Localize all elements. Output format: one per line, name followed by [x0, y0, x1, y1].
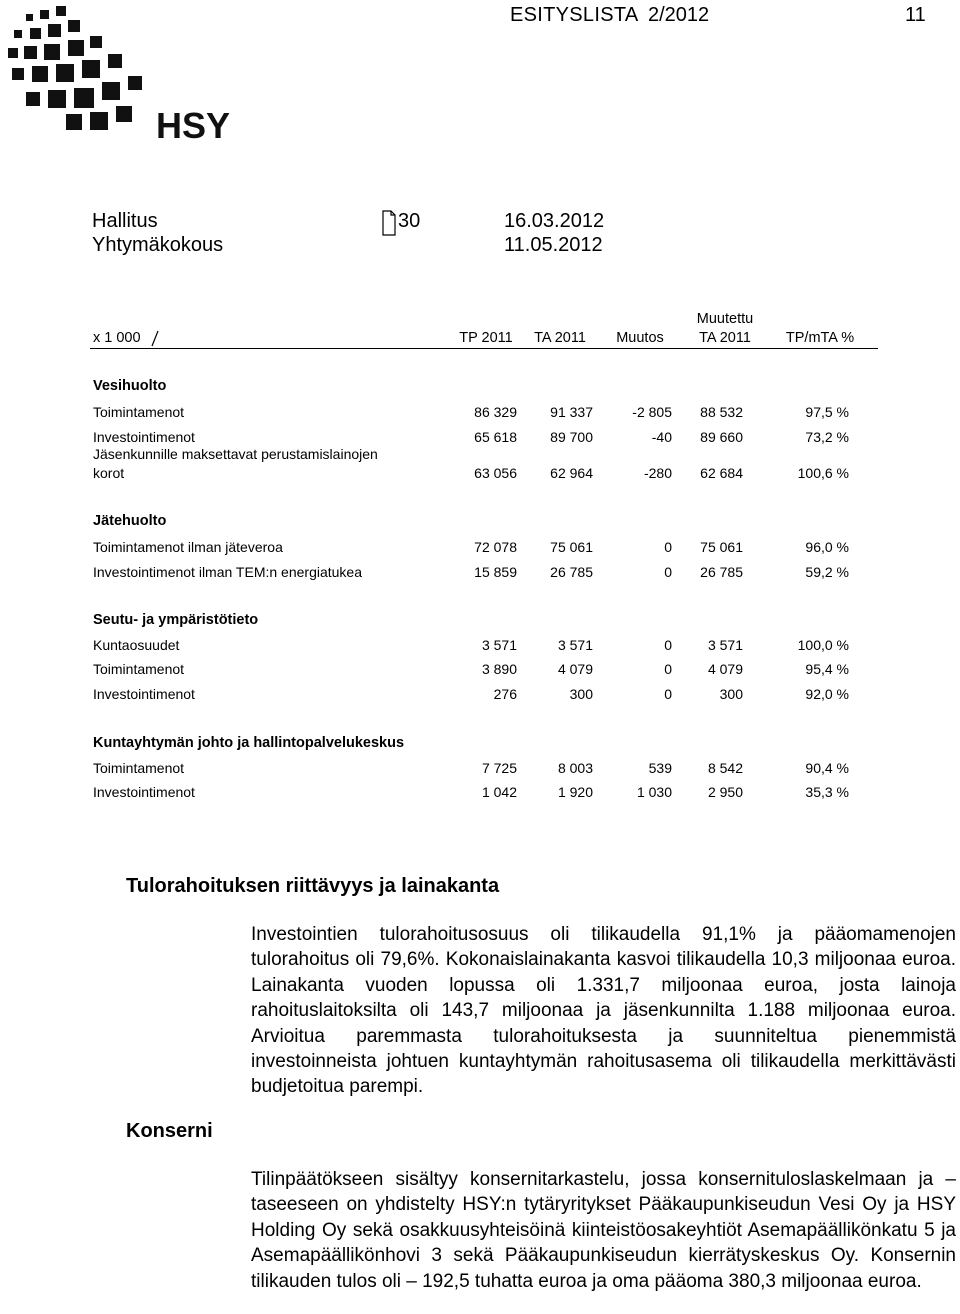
document-number: 2/2012 — [648, 4, 710, 26]
col-ta2011: TA 2011 — [534, 330, 586, 346]
table-row: Kuntaosuudet 3 571 3 571 0 3 571 100,0 % — [93, 637, 849, 653]
table-rule — [90, 348, 878, 349]
document-title: ESITYSLISTA — [510, 4, 639, 26]
unit-label: x 1 000 — [93, 330, 141, 346]
paragraph-tulorahoitus: Investointien tulorahoitusosuus oli tilikaudella 91,1% ja pääomamenojen tulorahoitus oli 79,6%. Kokonaislainakanta kasvoi tilikaudella 10,3 miljoonaa euroa. Lainakanta vuoden lopussa oli 1.331,7 miljoonaa euroa, josta lainoja rahoituslaitoksilta oli 143,7 miljoonaa ja jäsenkunnilta 1.188 miljoonaa euroa. Arvioitua paremmasta tulorahoituksesta ja suunniteltua pienemmistä investoinneista johtuen kuntayhtymän rahoitusasema oli tilikaudella merkittävästi budjetoitua parempi. — [251, 924, 956, 1098]
col-tp-mta: TP/mTA % — [785, 330, 855, 346]
hsy-logo — [6, 0, 231, 155]
meeting-date-1: 16.03.2012 — [504, 210, 605, 232]
table-row: Investointimenot 276 300 0 300 92,0 % — [93, 686, 849, 702]
section-title: Kuntayhtymän johto ja hallintopalvelukeskus — [93, 735, 405, 751]
table-row: Toimintamenot 3 890 4 079 0 4 079 95,4 % — [93, 661, 849, 677]
table-row: Toimintamenot 86 329 91 337 -2 805 88 532 97,5 % — [93, 404, 849, 420]
table-row: Jäsenkunnille maksettavat perustamislainojen — [93, 446, 378, 462]
table-row: Toimintamenot 7 725 8 003 539 8 542 90,4 % — [93, 760, 849, 776]
paragraph-konserni: Tilinpäätökseen sisältyy konsernitarkastelu, jossa konsernituloslaskelmaan ja –taseeseen on yhdistelty HSY:n tytäryritykset Pääkaupunkiseudun Vesi Oy ja HSY Holding Oy sekä osakkuusyhteisöinä kiinteistöosakeyhtiöt Asemapäällikönkatu 5 ja Asemapäällikönhovi 3 sekä Pääkaupunkiseudun kierrätyskeskus Oy. Konsernin tilikauden tulos oli – 192,5 tuhatta euroa ja oma pääoma 380,3 miljoonaa euroa. — [251, 1169, 956, 1292]
table-row: Investointimenot 65 618 89 700 -40 89 660 73,2 % — [93, 429, 849, 445]
col-muutos: Muutos — [616, 330, 664, 346]
table-row: korot 63 056 62 964 -280 62 684 100,6 % — [93, 465, 849, 481]
dropdown-arrow-icon — [150, 330, 160, 350]
meeting-body-1: Hallitus — [92, 210, 158, 232]
heading-konserni: Konserni — [126, 1120, 213, 1142]
col-muutettu: Muutettu — [696, 311, 754, 327]
table-row: Investointimenot 1 042 1 920 1 030 2 950 35,3 % — [93, 784, 849, 800]
page-number: 11 — [905, 4, 926, 26]
table-row: Investointimenot ilman TEM:n energiatukea 15 859 26 785 0 26 785 59,2 % — [93, 564, 849, 580]
hsy-logo-icon — [6, 0, 231, 150]
col-muutettu-ta2011: TA 2011 — [699, 330, 751, 346]
section-title: Seutu- ja ympäristötieto — [93, 612, 259, 628]
section-title: Jätehuolto — [93, 513, 167, 529]
document-icon — [382, 210, 396, 241]
meeting-body-2: Yhtymäkokous — [92, 234, 224, 256]
col-tp2011: TP 2011 — [459, 330, 513, 346]
meeting-date-2: 11.05.2012 — [504, 234, 603, 256]
svg-text:HSY: HSY — [156, 105, 231, 146]
meeting-number-1: 30 — [398, 210, 421, 232]
table-row: Toimintamenot ilman jäteveroa 72 078 75 061 0 75 061 96,0 % — [93, 539, 849, 555]
heading-tulorahoitus: Tulorahoituksen riittävyys ja lainakanta — [126, 875, 500, 897]
section-title: Vesihuolto — [93, 378, 167, 394]
